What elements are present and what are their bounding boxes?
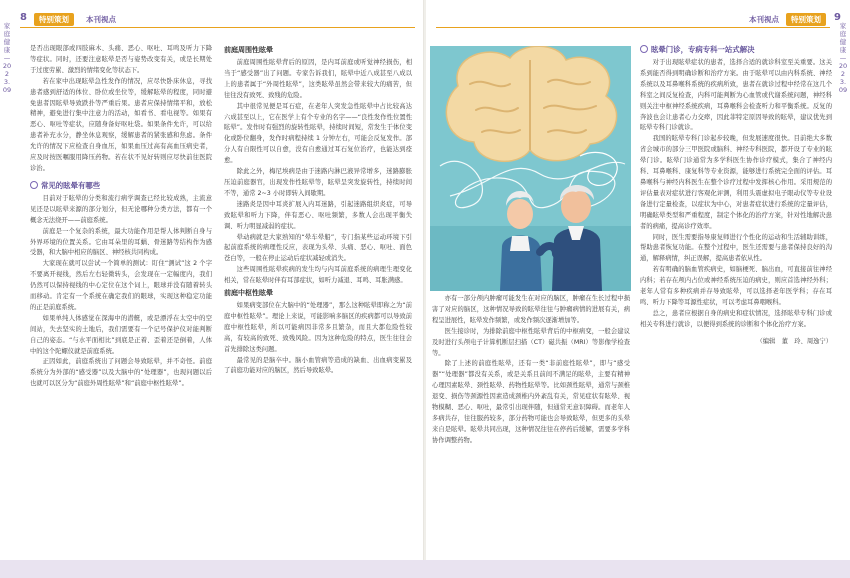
paragraph: 前庭是一个复杂的系统，最大功能作用是帮人体判断自身与外界环境的位置关系。它由耳朵里的耳蜗、骨迷路等结构作为感受器，和大脑中相应的脑区、神经核共同构成。 (30, 227, 212, 257)
paragraph: 最常见的是脑卒中。脑小血管病等造成的缺血、出血病变累及了前庭功能对应的脑区，然后导致眩晕。 (224, 356, 412, 375)
right-column-1 (432, 294, 630, 550)
paragraph: 医生接诊时，为排除前庭中枢性眩晕背后的中枢病变，一般会建议及时进行头颅电子计算机断层扫描（CT）磁共振（MRI）等影像学检查等。 (432, 327, 630, 357)
left-column-2 (224, 44, 412, 550)
paragraph: 对于出现眩晕症状的患者，选择合适的就诊科室至关重要。这关系到能否得到明确诊断和治疗方案。由于眩晕可以由内科系统、神经系统以及耳鼻喉科系统的疾病所致，患者在就诊过程中经常在这几个科室之间反复检查，内科可能判断为心血管或代谢系统问题，神经科则关注中枢神经系统疾病，耳鼻喉科会检查听力和平衡系统。反复的奔波也会让患者心力交瘁，因此菲特定原因导致的眩晕，建议优先到眩晕专科门诊就诊。 (640, 59, 832, 132)
feature-tag-right: 特别策划 (786, 13, 826, 26)
paragraph: 如果单纯人体感觉在深海中的潜艇，或是漂浮在太空中的空间站，失去坚实的土地后，我们需要有一个记号保护仪对能判断自己的姿态。“与水平面相比”到底是正着、歪着还是倒着，人体中的这个陀螺仪就是前庭系统。 (30, 314, 212, 355)
circle-bullet-icon (30, 181, 38, 189)
paragraph: 晕动病就是大家熟知的“晕车晕船”，专门指某些运动环境下引起前庭系统的病理性反应，表现为头晕、头痛、恶心、呕吐、面色苍白等，一般在停止运动后症状减轻或消失。 (224, 233, 412, 263)
subheading: 前庭周围性眩晕 (224, 46, 273, 54)
left-page (0, 0, 424, 560)
paragraph: 前庭周围性眩晕背后的原因，是内耳前庭或听觉神经损伤，相当于“感受器”出了问题。专家告诉我们，眩晕中近八成甚至八成以上的患者属于“外周性眩晕”，这类眩晕虽然会带来较大的痛苦，但往往没有致死、致残的危险。 (224, 59, 412, 99)
paragraph: 是否出现眼部或四肢麻木、头痛、恶心、呕吐、耳鸣及听力下降等症状。同时，还要注意眩晕是否与姿势改变有关，或是长期处于过度劳累、激烈的情绪变化等状态下。 (30, 45, 212, 74)
editor-signature: （编辑 董 玲、周逸宁） (756, 337, 832, 345)
circle-bullet-icon (640, 45, 648, 53)
header-rule-left (20, 27, 415, 28)
column-name-right: 本刊视点 (749, 15, 779, 24)
illustration-dizziness-elderly-couple (430, 46, 631, 291)
paragraph: 这些周围性眩晕疾病的发生均与内耳前庭系统的病理生理变化相关，常在眩晕时伴有耳部症状，如听力减退、耳鸣、耳胀满感。 (224, 266, 412, 285)
side-running-title-left: 家庭健康—2023.09 (2, 22, 12, 94)
paragraph: 正因如此，前庭系统出了问题会导致眩晕，并不奇怪。前庭系统分为外部的“感受器”以及大脑中的“处理器”，也现问题以后也就可以区分为“前庭外周性眩晕”和“前庭中枢性眩晕”。 (30, 358, 212, 388)
paragraph: 亦有一部分颅内肿瘤可能发生在对应的脑区，肿瘤在生长过程中损害了对应的脑区，这种情况导致的眩晕往往与肿瘤病情的进展有关，病程呈进展性，眩晕发作频繁，或发作频次逐渐增加等。 (432, 295, 630, 324)
paragraph: 如果病变部位在大脑中的“处理器”，那么这种眩晕即称之为“前庭中枢性眩晕”。理论上来说，可能影响多脑区的疾病都可以导致前庭中枢性眩晕，所以可能病因非常多且繁杂，而且大都危险性较高，有较高的致死、致残风险。因为这种危险的特点，医生往往会首先排除这类问题。 (224, 302, 412, 353)
illustration-svg (430, 46, 631, 291)
paragraph: 目前对于眩晕的分类和流行病学调查已经比较成熟，主流意见还是以眩晕来源的部分划分，但无论哪种分类方法，都有一个概念无法绕开——前庭系统。 (30, 194, 212, 224)
paragraph: 大家现在就可以尝试一个简单的测试：盯住“测试”这 2 个字不要离开视线，然后左右轻微转头，会发现在一定幅度内，我们仍然可以保持视线的中心定位在这个词上，眼球并没有随着转头而移动。肯定有一个系统在确定我们的眼球，实现这种稳定功能的正是前庭系统。 (30, 260, 212, 311)
paragraph: 迷路炎是因中耳炎扩展入内耳迷路，引起迷路组织炎症，可导致眩晕和听力下降，伴有恶心、呕吐频繁，多数人会出现平衡失调、听力明显减弱的症状。 (224, 200, 412, 230)
page-number-right: 9 (834, 12, 841, 23)
side-running-title-right: 家庭健康—2023.09 (838, 22, 848, 94)
header-rule-right (436, 27, 830, 28)
section-heading: 眩晕门诊，专病专科一站式解决 (640, 44, 832, 55)
paragraph: 总之，患者应根据自身的病史和症状情况，选择眩晕专科门诊或相关专科进行就诊，以便得到系统的诊断和个体化治疗方案。 (640, 309, 832, 328)
left-column-1 (30, 44, 212, 550)
feature-tag-left: 特别策划 (34, 13, 74, 26)
column-name-left: 本刊视点 (86, 15, 116, 24)
paragraph: 同时，医生需要指导康复师进行个性化的运动和生活辅助训练，帮助患者恢复功能。在整个过程中，医生还需要与患者保持良好的沟通，解释病情，纠正误解，提高患者依从性。 (640, 233, 832, 263)
paragraph: 我国的眩晕专科门诊起步较晚，但发展速度很快。目前绝大多数省会城市的部分三甲医院或脑科、神经专科医院，都开设了专业的眩晕门诊。眩晕门诊通常为多学科医生协作诊疗模式，集合了神经内科、耳鼻喉科、康复科等专业资源，能够进行系统完全面的评估。耳鼻喉科与神经内科医生在整个诊疗过程中发挥核心作用。采用规范的评估量表对症状进行客观化评测，利用头震虚拟电子眼动仪等专业设备进行定量检查，以症状为中心，对患者症状进行系统的定量评估，明确眩晕类型和严重程度，制定个体化的治疗方案，针对性地解决患者的病痛，提高诊疗效率。 (640, 135, 832, 230)
paragraph: 若在家中出现眩晕急性发作的情况，应尽快卧床休息，寻找患者感到舒适的体位、卧位或坐位等，缓解眩晕的程度，同时避免患者因眩晕导致跌扑等严重后果。患者应保持情绪平和，放松精神，避免进行集中注意力的活动，如看书、看电视等。如果有恶心、呕吐等症状，应随身备好呕吐袋。如果条件允许，可以给患者补充水分，静坐休息观察，缓解患者的紧张感和焦虑。条件允许的情况下应检查自身血压，如果血压过高有高血压病史者，应及时按医嘱服用降压药物。若在状不见好转则应尽快前往医院诊治。 (30, 77, 212, 172)
bottom-color-strip (0, 560, 850, 578)
paragraph: 除此之外，梅尼埃病是由于迷路内淋巴液异常增多，迷路膨胀压迫前庭器官，出现发作性眩晕等，眩晕呈突发旋转性，持续时间不等，通常 2~3 小时即转入间歇期。 (224, 168, 412, 197)
paragraph: 其中很常见便是耳石症，在老年人突发急性眩晕中占比较高达六成甚至以上，它在医学上有个专业的名字——“良性发作性位置性眩晕”。发作时有强烈的旋转性眩晕，持续时间短，常发生于体位变化或卧位翻身，发作时病程持续 1 分钟左右，可能会反复发作。部分人有自限性可以自愈，没有自愈通过耳石复位治疗，也能达到痊愈。 (224, 102, 412, 165)
subheading: 前庭中枢性眩晕 (224, 289, 273, 298)
paragraph: 若有明确的脑血管疾病史，如脑梗死、脑出血，可直接前往神经内科；若存在颅内占位或神经系统压迫的病史，则应首选神经外科；老年人常有多种疾病并存导致眩晕，可以选择老年医学科；存在耳鸣、听力下降等耳源性症状，可以考虑耳鼻咽喉科。 (640, 266, 832, 306)
page-number-left: 8 (20, 12, 27, 23)
right-column-2 (640, 44, 832, 550)
paragraph: 除了上述的前庭性眩晕，还有一类“非前庭性眩晕”，即与“感受器”“处理器”都没有关系，或是关系且前间不满足的眩晕，主要有精神心理因素眩晕、颈性眩晕、药物性眩晕等。比如颈性眩晕，通常与颈椎退变、损伤等颈源性因素造成颈椎内外紊乱有关，常见症状有眩晕、视物模糊、恶心、呕吐，最常引出现伴随，但通常无意识障碍。而老年人多病共存，往往服药较多，部分药物可能也会导致眩晕，但更多的头晕来自是眩晕。眩晕共同出现，这种情况往往在停药后缓解，需要多学科协作调整药物。 (432, 360, 630, 444)
section-heading: 常见的眩晕有哪些 (30, 180, 212, 191)
